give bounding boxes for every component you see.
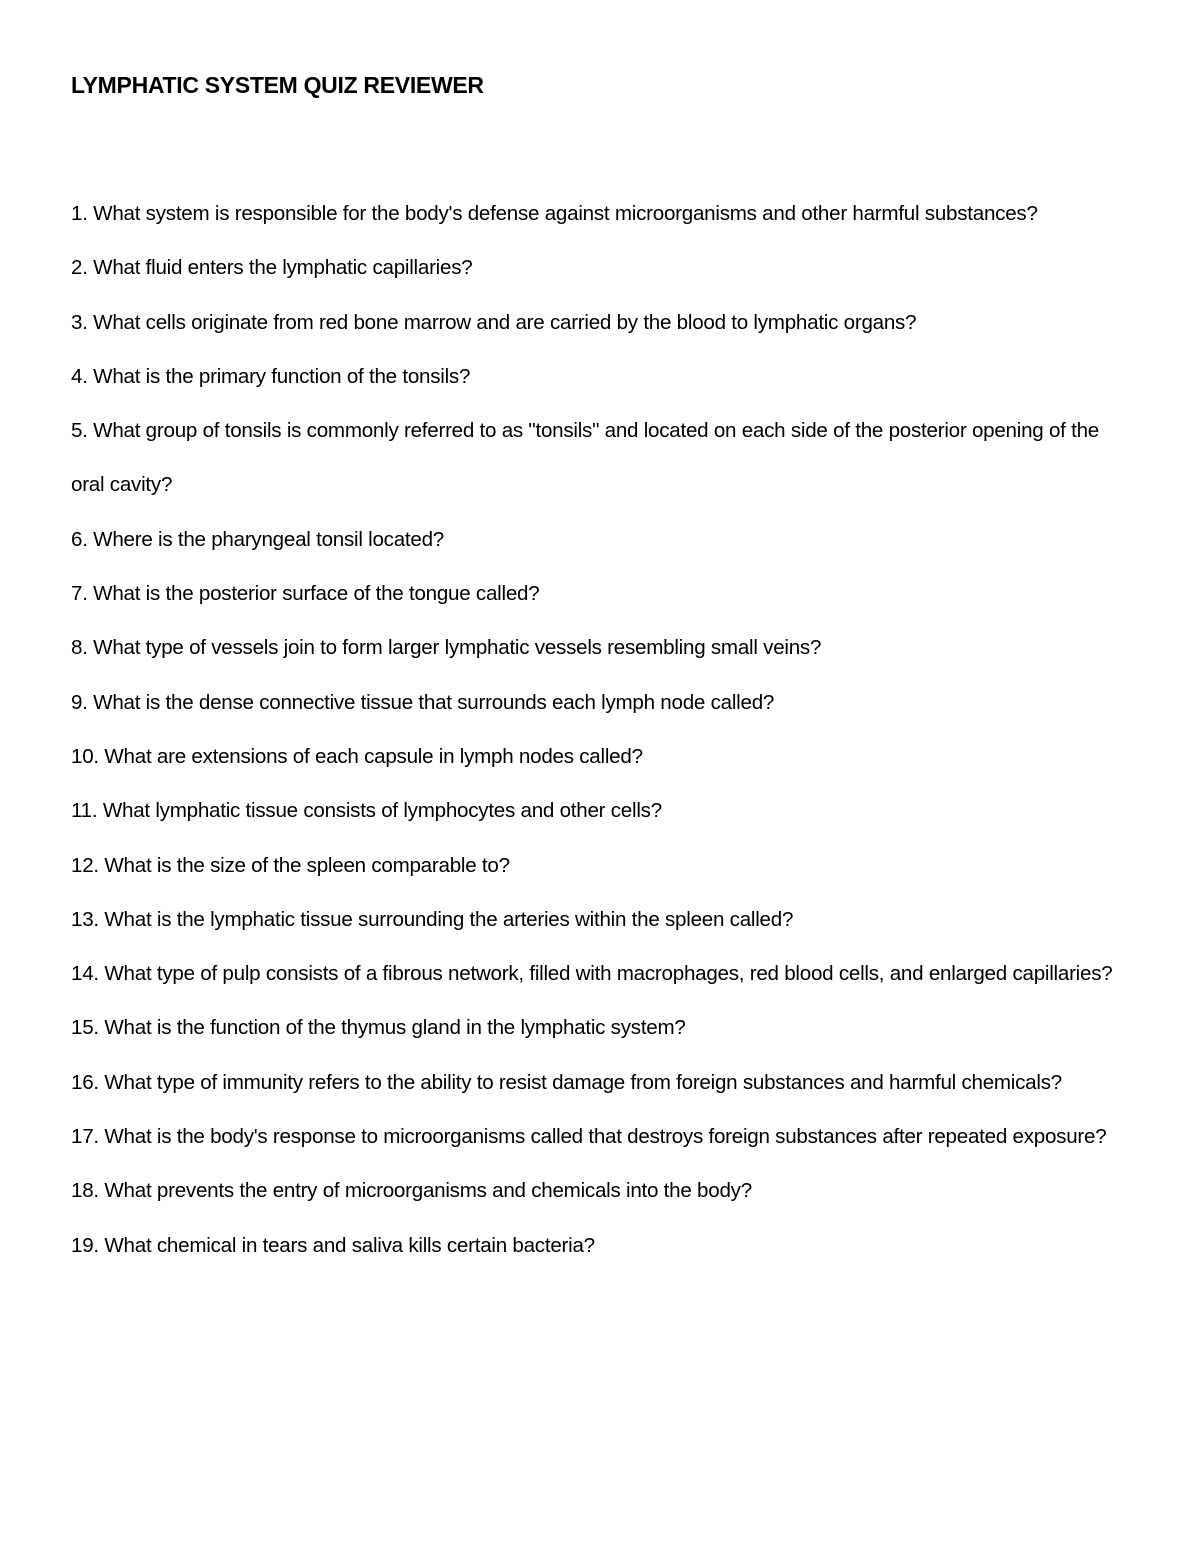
question-list	[71, 187, 1133, 1273]
question-item: 1. What system is responsible for the body's defense against microorganisms and other harmful substances?	[71, 202, 1038, 225]
document-title: LYMPHATIC SYSTEM QUIZ REVIEWER	[71, 72, 484, 98]
question-item: 16. What type of immunity refers to the ability to resist damage from foreign substances and harmful chemicals?	[71, 1070, 1062, 1094]
question-item: 4. What is the primary function of the tonsils?	[71, 364, 471, 388]
question-item: 7. What is the posterior surface of the tongue called?	[71, 582, 540, 606]
question-item: 19. What chemical in tears and saliva kills certain bacteria?	[71, 1233, 595, 1257]
question-item: 9. What is the dense connective tissue that surrounds each lymph node called?	[71, 690, 775, 714]
question-item: 13. What is the lymphatic tissue surrounding the arteries within the spleen called?	[71, 907, 794, 931]
question-item: 6. Where is the pharyngeal tonsil located?	[71, 527, 444, 551]
question-item: 5. What group of tonsils is commonly referred to as "tonsils" and located on each side of the posterior opening of the oral cavity?	[71, 419, 1099, 497]
question-item: 2. What fluid enters the lymphatic capillaries?	[71, 256, 473, 280]
question-item: 18. What prevents the entry of microorganisms and chemicals into the body?	[71, 1179, 752, 1203]
question-item: 12. What is the size of the spleen comparable to?	[71, 853, 510, 877]
question-item: 14. What type of pulp consists of a fibrous network, filled with macrophages, red blood cells, and enlarged capillaries?	[71, 962, 1113, 986]
question-item: 15. What is the function of the thymus gland in the lymphatic system?	[71, 1016, 686, 1040]
question-item: 10. What are extensions of each capsule in lymph nodes called?	[71, 744, 643, 768]
question-item: 8. What type of vessels join to form larger lymphatic vessels resembling small veins?	[71, 636, 822, 660]
question-item: 11. What lymphatic tissue consists of lymphocytes and other cells?	[71, 799, 662, 823]
question-item: 17. What is the body's response to microorganisms called that destroys foreign substances after repeated exposure?	[71, 1125, 1107, 1149]
question-item: 3. What cells originate from red bone marrow and are carried by the blood to lymphatic organs?	[71, 310, 917, 334]
